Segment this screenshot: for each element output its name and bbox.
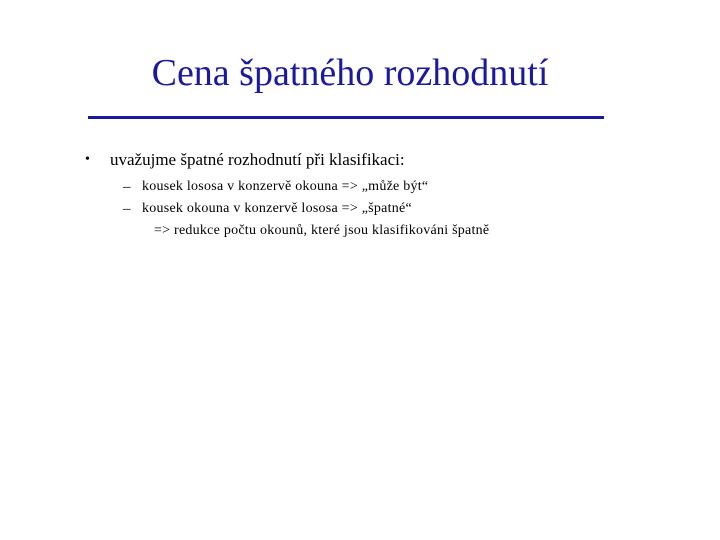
sub-item bbox=[0, 177, 700, 197]
sub-item-text: kousek lososa v konzervě okouna => „může být“ bbox=[142, 179, 429, 194]
bullet-marker: • bbox=[85, 152, 90, 167]
sub-item bbox=[0, 199, 700, 219]
sub-item-marker: – bbox=[123, 201, 131, 217]
title-underline bbox=[88, 116, 604, 119]
sub-item-text: kousek okouna v konzervě lososa => „špatné“ bbox=[142, 201, 412, 216]
bullet-text: uvažujme špatné rozhodnutí při klasifikaci: bbox=[110, 150, 405, 169]
sub-item-marker: – bbox=[123, 179, 131, 195]
slide-title: Cena špatného rozhodnutí bbox=[151, 52, 549, 94]
continuation-text: => redukce počtu okounů, které jsou klasifikováni špatně bbox=[154, 223, 490, 238]
bullet-item bbox=[0, 148, 700, 172]
